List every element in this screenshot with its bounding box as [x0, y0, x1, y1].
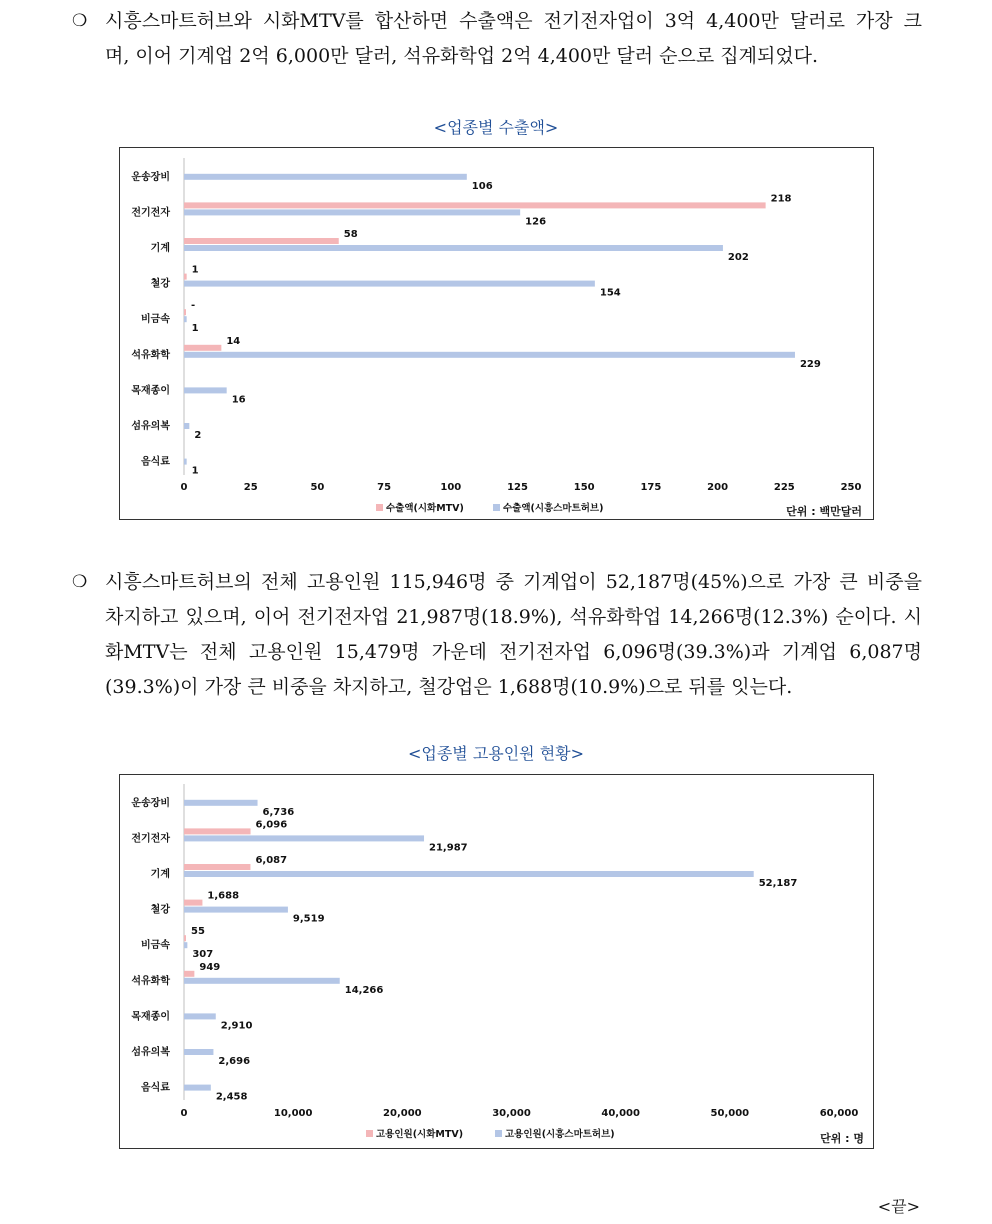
bar-pink: [184, 274, 187, 280]
bar-blue: [184, 1049, 213, 1055]
bar-pink: [184, 935, 186, 941]
data-label: 6,736: [262, 806, 295, 818]
x-tick-label: 30,000: [492, 1108, 531, 1119]
category-label: 비금속: [141, 940, 170, 952]
data-label: 21,987: [429, 842, 468, 854]
category-label: 음식료: [141, 456, 170, 468]
chart-title-exports: <업종별 수출액>: [433, 118, 559, 137]
x-tick-label: 50: [310, 482, 325, 493]
legend-swatch-blue: [493, 504, 500, 511]
bar-blue: [184, 871, 754, 877]
bar-blue: [184, 800, 258, 806]
bar-pink: [184, 238, 339, 244]
x-tick-label: 200: [707, 482, 729, 493]
unit-label: 단위 : 명: [820, 1132, 864, 1145]
category-label: 기계: [150, 243, 170, 254]
bar-blue: [184, 387, 227, 393]
paragraph-line: [72, 635, 922, 670]
bar-pink: [184, 345, 221, 351]
data-label: 202: [727, 252, 749, 263]
data-label: 1,688: [207, 890, 240, 902]
category-label: 철강: [150, 904, 170, 916]
category-label: 철강: [150, 278, 170, 290]
category-label: 석유화학: [131, 975, 170, 987]
bar-blue: [184, 281, 595, 287]
bar-blue: [184, 1013, 216, 1019]
x-tick-label: 60,000: [819, 1108, 859, 1119]
data-label: 1: [191, 264, 199, 276]
data-label: 6,087: [255, 855, 288, 866]
chart-exports-svg: [120, 148, 873, 519]
bar-blue: [184, 907, 288, 913]
chart-title-employment: <업종별 고용인원 현황>: [407, 744, 585, 763]
bar-pink: [184, 828, 251, 834]
category-label: 섬유의복: [131, 421, 170, 432]
category-label: 목재종이: [131, 1011, 170, 1023]
data-label: 2,696: [218, 1056, 251, 1067]
x-tick-label: 250: [840, 482, 862, 493]
data-label: 9,519: [292, 913, 325, 925]
bar-blue: [184, 942, 187, 948]
paragraph-line: [72, 600, 922, 635]
data-label: 1: [191, 465, 199, 477]
category-label: 비금속: [141, 314, 170, 326]
paragraph-text: 며, 이어 기계업 2억 6,000만 달러, 석유화학업 2억 4,400만 달러 순으로 집계되었다.: [105, 45, 819, 67]
category-label: 석유화학: [131, 349, 170, 361]
data-label: 218: [770, 193, 792, 205]
legend-label: 고용인원(시화MTV): [376, 1129, 464, 1140]
legend-swatch-pink: [366, 1130, 373, 1137]
bar-blue: [184, 209, 520, 215]
data-label: 2,910: [220, 1020, 253, 1032]
data-label: 55: [191, 926, 205, 938]
bullet-icon: ❍: [72, 572, 88, 592]
data-label: 16: [231, 394, 246, 406]
paragraph-text: 차지하고 있으며, 이어 전기전자업 21,987명(18.9%), 석유화학업 14,266명(12.3%) 순이다. 시: [105, 606, 922, 628]
bar-blue: [184, 245, 723, 251]
paragraph-text: 시흥스마트허브의 전체 고용인원 115,946명 중 기계업이 52,187명(45%)으로 가장 큰 비중을: [105, 571, 922, 593]
data-label: 2: [194, 430, 202, 441]
legend-swatch-pink: [376, 504, 383, 511]
data-label: 14,266: [344, 984, 384, 996]
category-label: 전기전자: [131, 833, 170, 845]
x-tick-label: 125: [507, 482, 528, 493]
bar-pink: [184, 309, 186, 315]
bar-blue: [184, 835, 424, 841]
x-tick-label: 20,000: [383, 1108, 422, 1119]
category-label: 섬유의복: [131, 1047, 170, 1058]
bullet-icon: ❍: [72, 11, 88, 31]
x-tick-label: 25: [243, 482, 258, 493]
category-label: 목재종이: [131, 385, 170, 397]
paragraph-line: [72, 4, 922, 39]
paragraph-export-summary: [72, 4, 922, 74]
category-label: 음식료: [141, 1082, 170, 1094]
unit-label: 단위 : 백만달러: [786, 505, 862, 518]
x-tick-label: 50,000: [710, 1108, 750, 1119]
legend-label: 고용인원(시흥스마트허브): [505, 1129, 615, 1140]
paragraph-line: [72, 39, 922, 74]
bar-pink: [184, 202, 766, 208]
x-tick-label: 0: [180, 482, 188, 493]
bar-blue: [184, 174, 467, 180]
x-tick-label: 10,000: [273, 1108, 313, 1119]
chart-employment-svg: [120, 775, 873, 1148]
paragraph-line: [72, 565, 922, 600]
chart-exports: [119, 147, 874, 520]
paragraph-text: 화MTV는 전체 고용인원 15,479명 가운데 전기전자업 6,096명(39.3%)과 기계업 6,087명: [105, 641, 922, 663]
bar-blue: [184, 423, 189, 429]
category-label: 운송장비: [131, 171, 170, 183]
bar-pink: [184, 971, 194, 977]
x-tick-label: 175: [640, 482, 662, 493]
category-label: 기계: [150, 869, 170, 880]
paragraph-text: (39.3%)이 가장 큰 비중을 차지하고, 철강업은 1,688명(10.9%)으로 뒤를 잇는다.: [105, 676, 793, 698]
bar-pink: [184, 864, 250, 870]
category-label: 전기전자: [131, 207, 170, 219]
data-label: 2,458: [215, 1091, 248, 1103]
data-label: -: [191, 300, 196, 312]
data-label: 52,187: [758, 878, 798, 889]
data-label: 106: [471, 180, 493, 192]
x-tick-label: 150: [573, 482, 595, 493]
x-tick-label: 40,000: [601, 1108, 640, 1119]
data-label: 126: [525, 216, 547, 228]
bar-blue: [184, 459, 187, 465]
paragraph-employment-summary: [72, 565, 922, 705]
legend-swatch-blue: [495, 1130, 502, 1137]
end-mark: <끝>: [877, 1197, 920, 1216]
bar-blue: [184, 1085, 211, 1091]
x-tick-label: 0: [180, 1108, 188, 1119]
x-tick-label: 75: [377, 482, 392, 493]
data-label: 1: [191, 323, 199, 335]
data-label: 307: [192, 949, 214, 961]
x-tick-label: 225: [773, 482, 795, 493]
data-label: 6,096: [255, 819, 288, 831]
data-label: 154: [599, 287, 621, 299]
data-label: 949: [199, 961, 221, 973]
legend-label: 수출액(시화MTV): [386, 503, 464, 514]
chart-employment: [119, 774, 874, 1149]
paragraph-text: 시흥스마트허브와 시화MTV를 합산하면 수출액은 전기전자업이 3억 4,400만 달러로 가장 크: [105, 10, 922, 32]
paragraph-line: [72, 670, 922, 705]
bar-blue: [184, 978, 340, 984]
data-label: 58: [343, 229, 358, 240]
legend-label: 수출액(시흥스마트허브): [503, 503, 604, 514]
data-label: 14: [226, 335, 241, 347]
x-tick-label: 100: [440, 482, 462, 493]
data-label: 229: [799, 358, 821, 370]
bar-blue: [184, 352, 795, 358]
category-label: 운송장비: [131, 797, 170, 809]
bar-blue: [184, 316, 187, 322]
bar-pink: [184, 900, 202, 906]
